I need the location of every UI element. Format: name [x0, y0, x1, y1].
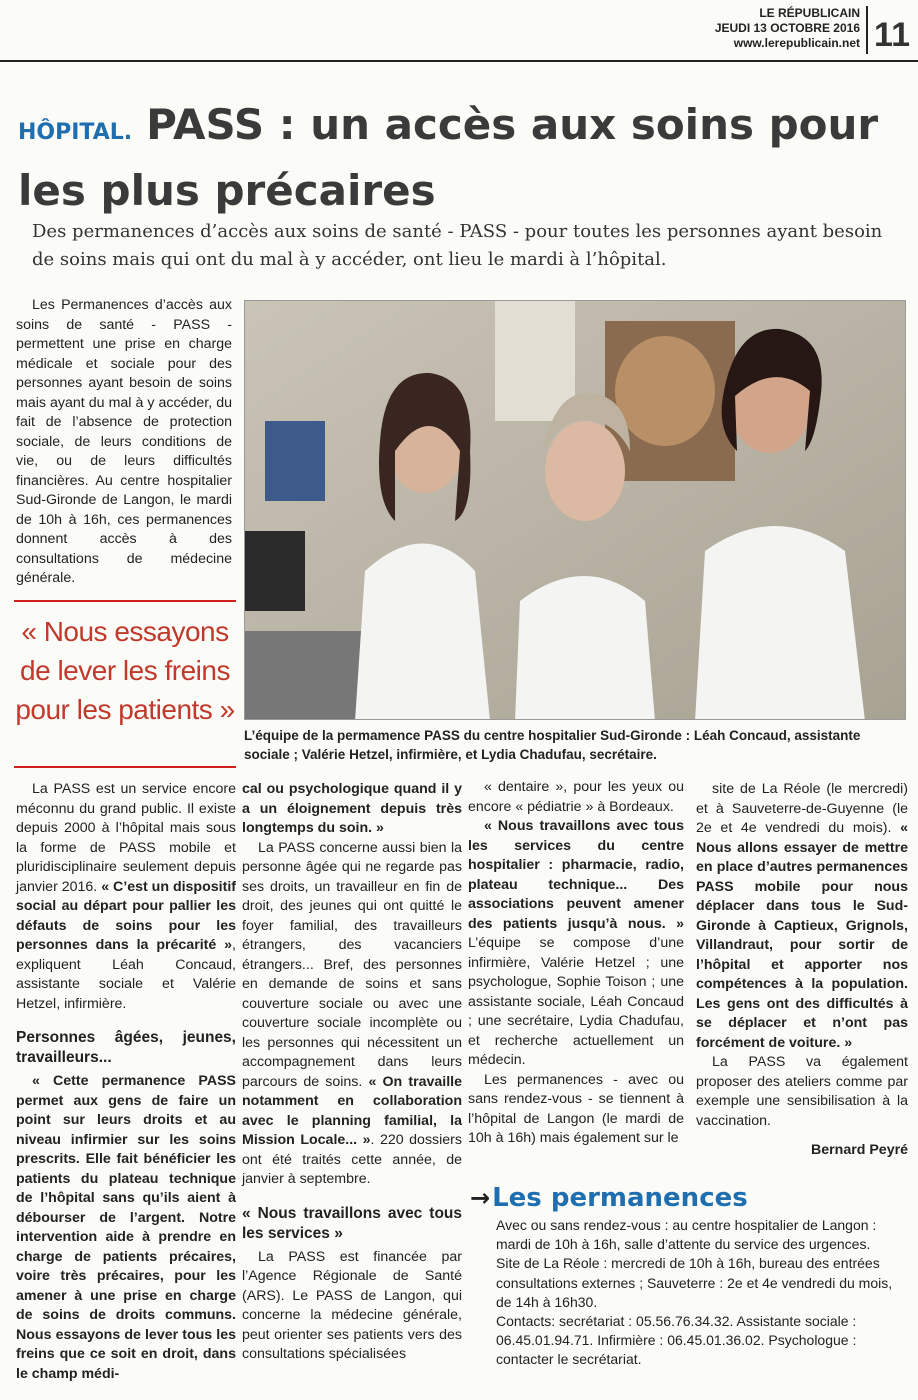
body-column-1 — [16, 780, 236, 1384]
masthead — [0, 0, 918, 62]
info-box-heading: Les permanences — [492, 1183, 748, 1213]
info-box — [470, 1180, 906, 1392]
headline-title: PASS : un accès aux soins pour les plus précaires — [18, 100, 879, 215]
paragraph-text: L’équipe se compose d’une infirmière, Valérie Hetzel ; une psychologue, Sophie Toison ; une assistante sociale, Léah Concaud ; une secrétaire, Lydia Chadufau, et recherche actuellement un médecin. — [468, 935, 684, 1068]
quote: « Nous travaillons avec tous les services du centre hospitalier : pharmacie, radio, plateau technique... Des associations peuvent amener des patients jusqu’à nous. » — [468, 818, 684, 932]
masthead-divider — [866, 6, 868, 54]
body-column-4 — [696, 780, 908, 1161]
body-column-3 — [468, 778, 684, 1149]
info-box-title — [470, 1180, 906, 1216]
photo-illustration — [245, 301, 906, 720]
paragraph-text: . 220 dossiers ont été traités cette année, de janvier à septembre. — [242, 1132, 462, 1187]
subheading: « Nous travaillons avec tous les services » — [242, 1204, 462, 1242]
paragraph — [16, 780, 236, 1014]
quote: « Cette permanence PASS permet aux gens de faire un point sur leurs droits et au niveau infirmier sur les soins prescrits. Elle fait bénéficier les patients du plateau technique de l’hôpital sans qu’ils aient à débourser de l’argent. Notre intervention aide à prendre en charge de patients précaires, voire très précaires, pour les amener à une prise en charge de soins de droits communs. Nous essayons de lever tous les freins que ce soit en droit, dans le champ médi- — [16, 1073, 236, 1382]
paragraph: La PASS va également proposer des ateliers comme par exemple une sensibilisation à la vaccination. — [696, 1054, 908, 1129]
paragraph-text: site de La Réole (le mercredi) et à Sauveterre-de-Guyenne (le 2e et 4e vendredi du mois). — [696, 781, 908, 836]
quote: « On travaille notamment en collaboration avec le planning familial, la Mission Locale... » — [242, 1073, 462, 1148]
quote: « C’est un dispositif social au départ pour pallier les défauts de soins pour les personnes dans la précarité » — [16, 878, 236, 953]
intro-paragraph: Les Permanences d’accès aux soins de santé - PASS - permettent une prise en charge médicale et sociale pour des personnes ayant besoin de soins mais ayant du mal à y accéder, du fait de l’absence de protection sociale, de leurs conditions de vie, ou de leurs difficultés financières. Au centre hospitalier Sud-Gironde de Langon, le mardi de 10h à 16h, ces permanences donnent accès à des consultations de médecine générale. — [16, 297, 232, 586]
page-number: 11 — [874, 16, 910, 54]
body-column-2 — [242, 780, 462, 1365]
section-kicker: HÔPITAL. — [18, 120, 133, 145]
paragraph-text: La PASS est un service encore méconnu du grand public. Il existe depuis 2000 à l’hôpital mais sous la forme de PASS mobile et pluridisciplinaire seulement depuis janvier 2016. — [16, 781, 236, 895]
info-line: Site de La Réole : mercredi de 10h à 16h, bureau des entrées consultations externes ; Sauveterre : 2e et 4e vendredi du mois, de 14h à 16h30. — [496, 1255, 893, 1310]
paragraph — [242, 780, 462, 839]
info-box-body — [496, 1216, 906, 1370]
paragraph-text: , expliquent Léah Concaud, assistante sociale et Valérie Hetzel, infirmière. — [16, 937, 236, 1012]
author-signature: Bernard Peyré — [811, 1142, 908, 1158]
quote: cal ou psychologique quand il y a un éloignement depuis très longtemps du soin. » — [242, 781, 462, 836]
newspaper-name: LE RÉPUBLICAIN — [759, 6, 860, 20]
paragraph: « dentaire », pour les yeux ou encore « pédiatrie » à Bordeaux. — [468, 779, 684, 815]
info-line: Avec ou sans rendez-vous : au centre hospitalier de Langon : mardi de 10h à 16h, salle d’attente du service des urgences. — [496, 1217, 877, 1253]
pull-quote: « Nous essayons de lever les freins pour les patients » — [14, 600, 236, 768]
paragraph — [242, 839, 462, 1190]
info-line: Contacts: secrétariat : 05.56.76.34.32. Assistante sociale : 06.45.01.94.71. Infirmière : 06.45.01.36.02. Psychologue : contacter le secrétariat. — [496, 1313, 857, 1368]
paragraph — [468, 817, 684, 1071]
article-headline — [18, 96, 908, 220]
quote: « Nous allons essayer de mettre en place d’autres permanences PASS mobile pour nous déplacer dans tous le Sud-Gironde à Captieux, Grignols, Villandraut, pour sortir de l’hôpital et apporter nos compétences à la population. Les gens ont des difficultés à se déplacer et n’ont pas forcément de voiture. » — [696, 820, 908, 1051]
staff-photo — [244, 300, 906, 720]
photo-caption: L’équipe de la permamence PASS du centre hospitalier Sud-Gironde : Léah Concaud, assistante sociale ; Valérie Hetzel, infirmière, et Lydia Chadufau, secrétaire. — [244, 728, 861, 762]
intro-column — [16, 296, 232, 589]
masthead-info — [715, 6, 860, 51]
issue-date: JEUDI 13 OCTOBRE 2016 — [714, 21, 860, 35]
website: www.lerepublicain.net — [733, 36, 860, 50]
subheading: Personnes âgées, jeunes, travailleurs... — [16, 1029, 236, 1066]
article-standfirst: Des permanences d’accès aux soins de santé - PASS - pour toutes les personnes ayant besoin de soins mais qui ont du mal à y accéder, ont lieu le mardi à l’hôpital. — [32, 221, 883, 270]
paragraph: Les permanences - avec ou sans rendez-vous - se tiennent à l’hôpital de Langon (le mardi de 10h à 16h) mais également sur le — [468, 1071, 684, 1146]
arrow-icon: → — [470, 1184, 491, 1212]
paragraph — [16, 1072, 236, 1384]
paragraph: La PASS est financée par l’Agence Régionale de Santé (ARS). Le PASS de Langon, qui concerne la médecine générale, peut orienter ses patients vers des consultations spécialisées — [242, 1248, 462, 1362]
paragraph — [696, 780, 908, 1053]
paragraph-text: La PASS concerne aussi bien la personne âgée qui ne regarde pas ses droits, un travailleur en fin de droit, des jeunes qui ont quitté le foyer familial, des travailleurs étrangers, des vacanciers étrangers... Bref, des personnes en demande de soins et sans couverture sociale ou avec une couverture sociale incomplète ou les personnes qui nécessitent un accompagnement dans leurs parcours de soins. — [242, 839, 462, 1090]
